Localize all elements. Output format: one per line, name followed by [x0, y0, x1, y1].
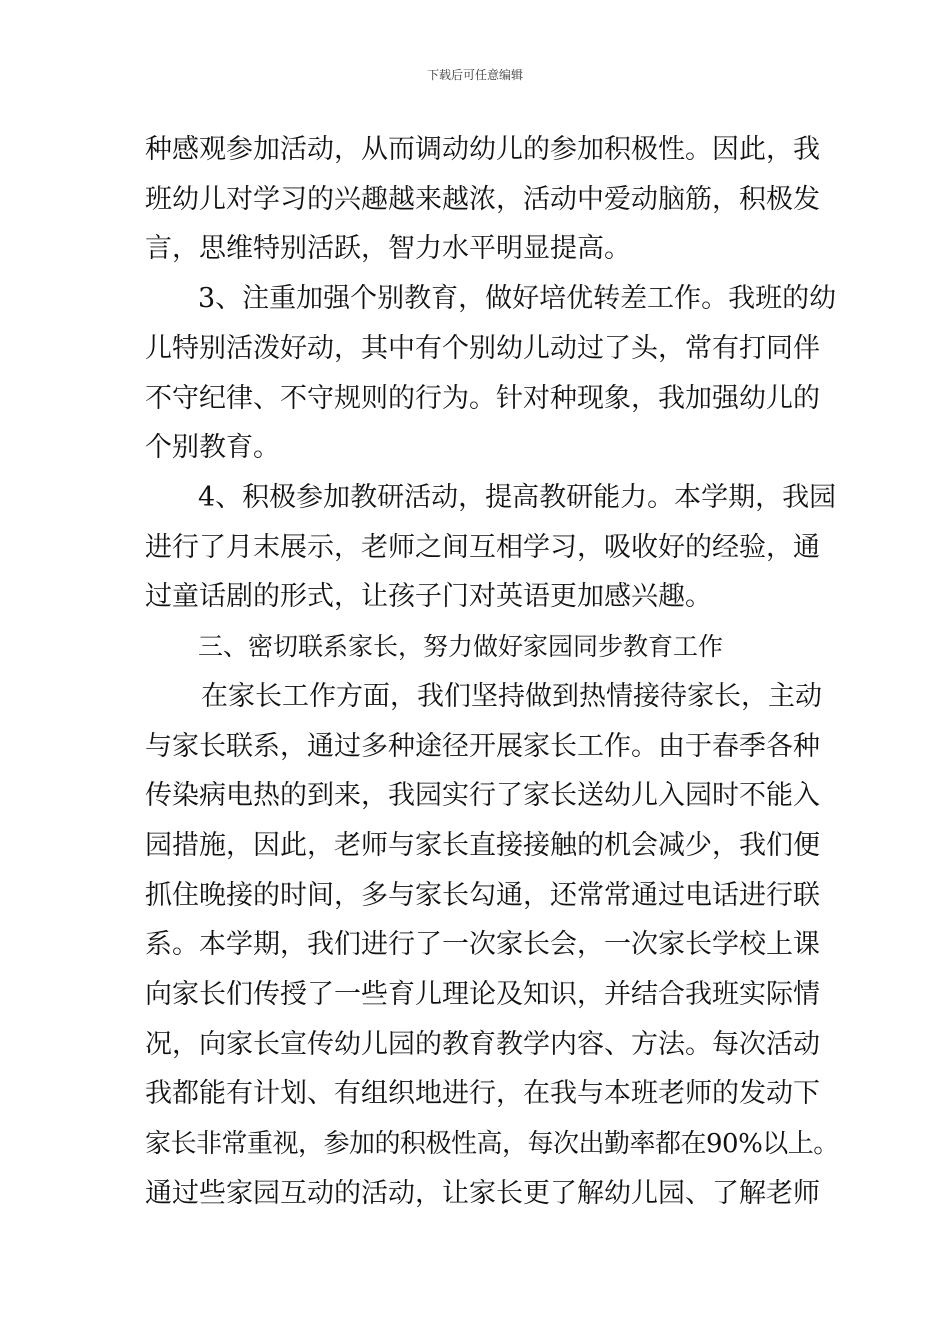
- paragraph-start: 在家长工作方面，我们坚持做到热情接待家长，主动: [201, 681, 822, 712]
- text-line: 儿特别活泼好动，其中有个别幼儿动过了头，常有打同伴: [145, 333, 820, 364]
- text-line: 个别教育。: [145, 432, 280, 463]
- text-line: 班幼儿对学习的兴趣越来越浓，活动中爱动脑筋，积极发: [145, 184, 820, 215]
- text-line: 园措施，因此，老师与家长直接接触的机会减少，我们便: [145, 830, 820, 861]
- text-line: 传染病电热的到来，我园实行了家长送幼儿入园时不能入: [145, 780, 820, 811]
- paragraph-start: 4、积极参加教研活动，提高教研能力。本学期，我园: [198, 482, 837, 513]
- text-line: 过童话剧的形式，让孩子门对英语更加感兴趣。: [145, 581, 712, 612]
- text-line: 通过些家园互动的活动，让家长更了解幼儿园、了解老师: [145, 1178, 820, 1209]
- text-line: 进行了月末展示，老师之间互相学习，吸收好的经验，通: [145, 532, 820, 563]
- text-line: 向家长们传授了一些育儿理论及知识，并结合我班实际情: [145, 979, 820, 1010]
- text-line: 与家长联系，通过多种途径开展家长工作。由于春季各种: [145, 731, 820, 762]
- paragraph-start: 3、注重加强个别教育，做好培优转差工作。我班的幼: [198, 283, 837, 314]
- text-line: 不守纪律、不守规则的行为。针对种现象，我加强幼儿的: [145, 383, 820, 414]
- text-line: 我都能有计划、有组织地进行，在我与本班老师的发动下: [145, 1078, 820, 1109]
- text-line: 言，思维特别活跃，智力水平明显提高。: [145, 233, 631, 264]
- text-line: 抓住晚接的时间，多与家长勾通，还常常通过电话进行联: [145, 880, 820, 911]
- page-header: 下载后可任意编辑: [426, 68, 523, 82]
- text-line: 况，向家长宣传幼儿园的教育教学内容、方法。每次活动: [145, 1029, 820, 1060]
- section-heading: 三、密切联系家长，努力做好家园同步教育工作: [198, 632, 724, 661]
- text-line: 家长非常重视，参加的积极性高，每次出勤率都在90%以上。: [145, 1129, 839, 1159]
- text-line: 系。本学期，我们进行了一次家长会，一次家长学校上课: [145, 929, 820, 960]
- text-line: 种感观参加活动，从而调动幼儿的参加积极性。因此，我: [145, 134, 820, 165]
